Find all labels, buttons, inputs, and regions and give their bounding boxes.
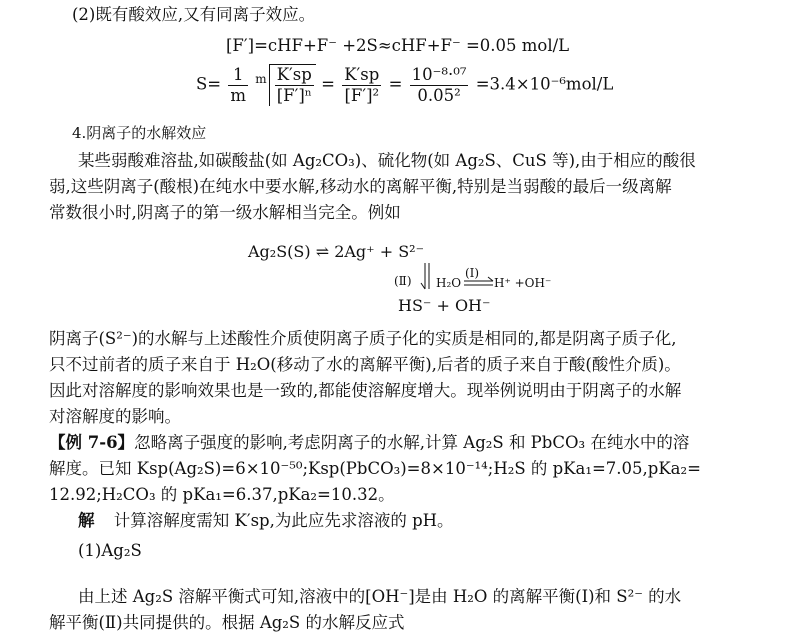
reaction-water-arrowhead — [488, 277, 493, 281]
equation-2 — [196, 64, 613, 106]
eq-2-equals-1: = — [321, 74, 335, 94]
example-line-2: 解度。已知 Ksp(Ag₂S)=6×10⁻⁵⁰;Ksp(PbCO₃)=8×10⁻¹⁴;H₂S 的 pKa₁=7.05,pKa₂= — [49, 459, 701, 478]
section-heading: 4.阴离子的水解效应 — [72, 124, 207, 142]
eq-2-root-fraction — [275, 65, 314, 106]
reaction-water: H₂O — [436, 276, 462, 290]
eq-2-fraction-1-den: m — [230, 85, 247, 105]
reaction-bottom: HS⁻ + OH⁻ — [398, 296, 491, 315]
example-line-3: 12.92;H₂CO₃ 的 pKa₁=6.37,pKa₂=10.32。 — [49, 485, 395, 504]
example-label: 【例 7-6】 — [49, 433, 135, 452]
eq-2-root-index: m — [255, 72, 267, 86]
paragraph-1-line-1: 某些弱酸难溶盐,如碳酸盐(如 Ag₂CO₃)、硫化物(如 Ag₂S、CuS 等),由于相应的酸很 — [78, 151, 696, 170]
reaction-vertical-arrowhead — [421, 283, 425, 289]
reaction-label-II: (Ⅱ) — [394, 274, 412, 288]
equation-1: [F′]=cHF+F⁻ +2S≈cHF+F⁻ =0.05 mol/L — [226, 36, 570, 55]
eq-2-fraction-3-num: 10⁻⁸·⁰⁷ — [411, 64, 467, 84]
eq-2-root-den: [F′]ⁿ — [276, 86, 312, 105]
eq-2-fraction-2-num: K′sp — [344, 64, 380, 84]
paragraph-2-line-2: 只不过前者的质子来自于 H₂O(移动了水的离解平衡),后者的质子来自于酸(酸性介质)。 — [49, 355, 681, 374]
eq-2-root — [269, 64, 316, 106]
solution-label: 解 — [78, 511, 95, 530]
final-line-2: 解平衡(Ⅱ)共同提供的。根据 Ag₂S 的水解反应式 — [49, 613, 405, 632]
reaction-label-I: (Ⅰ) — [465, 266, 480, 280]
eq-2-fraction-2-den: [F′]² — [344, 85, 380, 105]
paragraph-1-line-2: 弱,这些阴离子(酸根)在纯水中要水解,移动水的离解平衡,特别是当弱酸的最后一级离解 — [49, 177, 672, 196]
eq-2-fraction-1 — [228, 65, 248, 106]
eq-2-equals-2: = — [388, 74, 403, 94]
eq-2-root-num: K′sp — [275, 65, 314, 86]
eq-2-fraction-2 — [342, 65, 381, 106]
eq-2-fraction-1-num: 1 — [228, 65, 248, 86]
eq-2-fraction-3-den: 0.05² — [417, 85, 461, 105]
reaction-main: Ag₂S(S) ⇌ 2Ag⁺ + S²⁻ — [248, 242, 425, 261]
paragraph-2-line-3: 因此对溶解度的影响效果也是一致的,都能使溶解度增大。现举例说明由于阴离子的水解 — [49, 381, 682, 400]
paragraph-2-line-1: 阴离子(S²⁻)的水解与上述酸性介质使阴离子质子化的实质是相同的,都是阴离子质子化, — [49, 329, 677, 348]
example-text-1: 忽略离子强度的影响,考虑阴离子的水解,计算 Ag₂S 和 PbCO₃ 在纯水中的溶 — [134, 433, 690, 452]
example-line-1 — [49, 430, 754, 456]
final-line-1: 由上述 Ag₂S 溶解平衡式可知,溶液中的[OH⁻]是由 H₂O 的离解平衡(Ⅰ)和 S²⁻ 的水 — [78, 587, 682, 606]
item-1: (1)Ag₂S — [78, 541, 142, 560]
line-item-2: (2)既有酸效应,又有同离子效应。 — [72, 5, 316, 24]
paragraph-1-line-3: 常数很小时,阴离子的第一级水解相当完全。例如 — [49, 203, 401, 222]
solution-text: 计算溶解度需知 K′sp,为此应先求溶液的 pH。 — [113, 511, 454, 530]
eq-2-fraction-3 — [410, 65, 469, 106]
eq-2-result: =3.4×10⁻⁶mol/L — [475, 74, 614, 94]
solution-line — [78, 508, 754, 534]
reaction-water-products: H⁺ +OH⁻ — [494, 276, 552, 290]
paragraph-2-line-4: 对溶解度的影响。 — [49, 407, 181, 426]
eq-2-lhs: S= — [196, 74, 222, 94]
